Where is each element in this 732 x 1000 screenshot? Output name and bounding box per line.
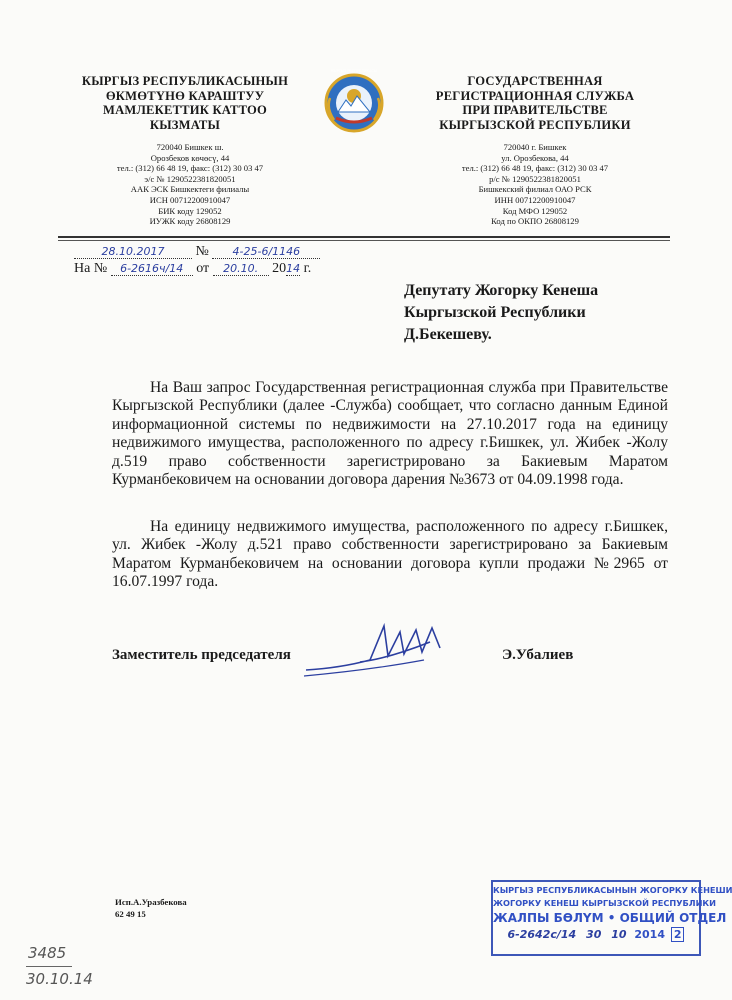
addressee-line: Депутату Жогорку Кенеша (404, 282, 599, 299)
org-name-line: КЫРГЫЗ РЕСПУБЛИКАСЫНЫН (81, 74, 289, 88)
incoming-prefix: На № (74, 261, 108, 276)
year-end: г. (303, 261, 312, 276)
from-label: от (196, 261, 210, 276)
address-line: 720040 Бишкек ш. (156, 142, 224, 152)
address-block-kyrgyz (80, 142, 300, 227)
stamp-line: КЫРГЫЗ РЕСПУБЛИКАСЫНЫН ЖОГОРКУ КЕНЕШИ (493, 885, 732, 895)
stamp-month: 10 (611, 928, 627, 941)
address-line: э/с № 1290522381820051 (144, 173, 236, 184)
incoming-reference (74, 261, 311, 277)
address-line: ИСН 00712200910047 (149, 194, 231, 205)
incoming-number: 6-2616ч/14 (111, 262, 193, 276)
outgoing-number: 4-25-6/1146 (212, 245, 320, 259)
address-line: Орозбеков көчөсү, 44 (150, 152, 230, 163)
addressee-block (404, 280, 598, 346)
address-line: 720040 г. Бишкек (503, 142, 567, 152)
outgoing-reference (74, 244, 320, 260)
address-line: ИУЖК коду 26808129 (149, 216, 231, 227)
address-block-russian (430, 142, 640, 227)
stamp-department: ЖАЛПЫ БӨЛҮМ • ОБЩИЙ ОТДЕЛ (493, 911, 727, 925)
addressee-line: Кыргызской Республики (404, 304, 586, 321)
org-name-line: ГОСУДАРСТВЕННАЯ (467, 74, 603, 88)
registration-stamp (491, 880, 732, 956)
address-line: ИНН 00712200910047 (494, 194, 576, 205)
org-name-russian (420, 74, 650, 132)
handwritten-signature (300, 612, 460, 682)
pencil-note-date: 30.10.14 (26, 970, 93, 988)
pencil-note-divider (26, 966, 72, 967)
address-line: тел.: (312) 66 48 19, факс: (312) 30 03 47 (461, 163, 609, 174)
executor-name: Исп.А.Уразбекова (115, 897, 187, 907)
stamp-line: ЖОГОРКУ КЕНЕШ КЫРГЫЗСКОЙ РЕСПУБЛИКИ (493, 898, 716, 908)
org-name-line: РЕГИСТРАЦИОННАЯ СЛУЖБА (435, 88, 635, 103)
org-name-line: ПРИ ПРАВИТЕЛЬСТВЕ (462, 103, 608, 117)
stamp-day: 30 (586, 928, 602, 941)
address-line: ААК ЭСК Бишкектеги филиалы (130, 184, 250, 195)
header-divider-thin (58, 240, 670, 241)
emblem-label: КЫРГЫЗ РЕСПУБЛИКАСЫ (331, 69, 377, 73)
stamp-reg-number: 6-2642с/14 (507, 928, 577, 941)
org-name-line: КЫРГЫЗСКОЙ РЕСПУБЛИКИ (439, 117, 631, 132)
stamp-registration-row (493, 928, 699, 941)
address-line: БИК коду 129052 (158, 205, 222, 216)
signatory-name: Э.Убалиев (502, 647, 574, 663)
header-divider (58, 236, 670, 238)
address-line: р/с № 1290522381820051 (489, 173, 581, 184)
address-line: ул. Орозбекова, 44 (501, 152, 569, 163)
body-paragraph-2: На единицу недвижимого имущества, расположенного по адресу г.Бишкек, ул. Жибек -Жолу д.521 право собственности зарегистрировано за Бакиевым Маратом Курманбековичем на основании договора купли продажи №2965 от 16.07.1997 года. (112, 518, 668, 591)
stamp-copies: 2 (671, 927, 685, 942)
executor-block (115, 896, 187, 920)
address-line: Бишкекский филиал ОАО РСК (478, 184, 592, 195)
incoming-date: 20.10. (213, 262, 269, 276)
org-name-line: ӨКМӨТҮНӨ КАРАШТУУ (105, 88, 265, 103)
org-name-line: МАМЛЕКЕТТИК КАТТОО (102, 103, 267, 117)
state-emblem (324, 68, 384, 138)
outgoing-date: 28.10.2017 (74, 245, 192, 259)
address-line: Код по ОКПО 26808129 (491, 216, 579, 227)
addressee-line: Д.Бекешеву. (404, 326, 492, 343)
year-prefix: 20 (272, 261, 287, 276)
org-name-line: КЫЗМАТЫ (149, 117, 221, 132)
body-paragraph-1: На Ваш запрос Государственная регистрационная служба при Правительстве Кыргызской Республики (далее -Служба) сообщает, что согласно данным Единой информационной системы по недвижимости на 27.10.2017 года на единицу недвижимого имущества, расположенного по адресу г.Бишкек, ул. Жибек -Жолу д.519 право собственности зарегистрировано за Бакиевым Маратом Курманбековичем на основании договора дарения №3673 от 04.09.1998 года. (112, 379, 668, 489)
org-name-kyrgyz (60, 74, 310, 132)
address-line: тел.: (312) 66 48 19, факс: (312) 30 03 47 (116, 163, 264, 174)
signatory-title: Заместитель председателя (112, 647, 291, 663)
address-line: Код МФО 129052 (502, 205, 568, 216)
number-label: № (195, 244, 209, 259)
executor-phone: 62 49 15 (115, 909, 146, 919)
stamp-year: 2014 (634, 928, 665, 941)
pencil-note-number: 3485 (28, 944, 67, 962)
year-suffix: 14 (286, 262, 301, 275)
